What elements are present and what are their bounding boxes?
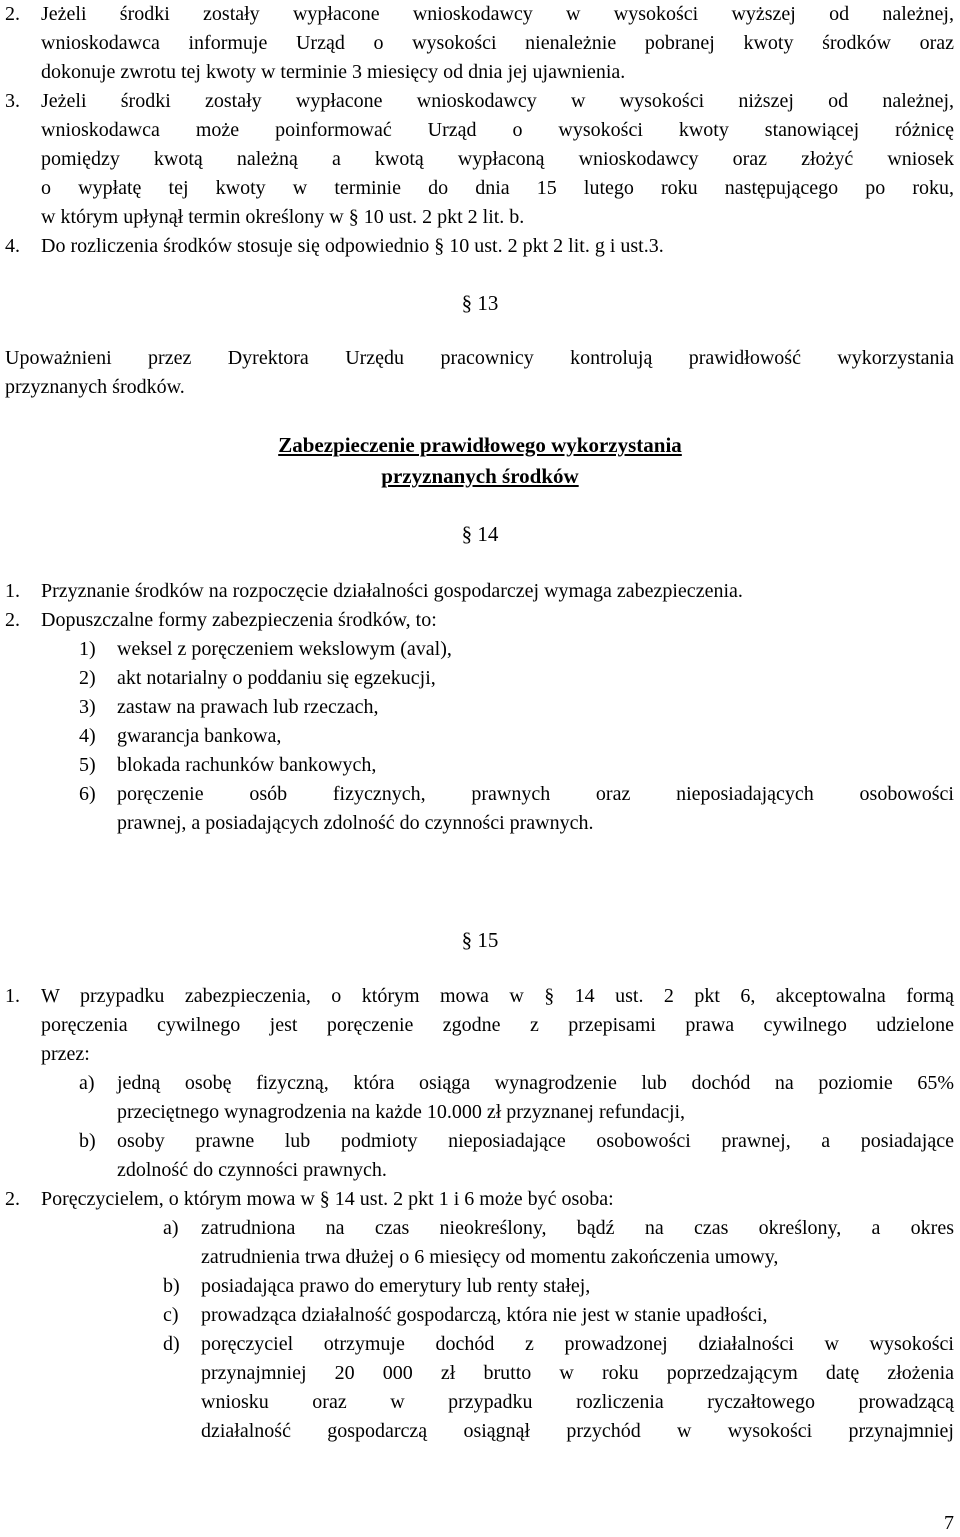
- list-line: poręczyciel otrzymuje dochód z prowadzonej działalności w wysokości: [201, 1333, 954, 1355]
- list-line: zatrudnienia trwa dłużej o 6 miesięcy od momentu zakończenia umowy,: [201, 1246, 779, 1268]
- list-line: przeciętnego wynagrodzenia na każde 10.000 zł przyznanej refundacji,: [117, 1101, 686, 1123]
- item-line: wnioskodawca może poinformować Urząd o wysokości kwoty stanowiącej różnicę: [41, 119, 954, 141]
- item-line: Przyznanie środków na rozpoczęcie działalności gospodarczej wymaga zabezpieczenia.: [41, 580, 743, 602]
- list-number: c): [163, 1304, 179, 1326]
- list-line: zdolność do czynności prawnych.: [117, 1159, 387, 1181]
- list-number: 3): [79, 696, 96, 718]
- item-line: W przypadku zabezpieczenia, o którym mowa w § 14 ust. 2 pkt 6, akceptowalna formą: [41, 985, 954, 1007]
- list-line: posiadająca prawo do emerytury lub renty stałej,: [201, 1275, 591, 1297]
- item-number: 2.: [5, 609, 20, 631]
- item-number: 1.: [5, 580, 20, 602]
- list-line: prowadząca działalność gospodarczą, która nie jest w stanie upadłości,: [201, 1304, 768, 1326]
- item-line: przez:: [41, 1043, 90, 1065]
- list-number: 2): [79, 667, 96, 689]
- item-line: w którym upłynął termin określony w § 10 ust. 2 pkt 2 lit. b.: [41, 206, 525, 228]
- list-line: gwarancja bankowa,: [117, 725, 282, 747]
- list-line: blokada rachunków bankowych,: [117, 754, 377, 776]
- list-number: 4): [79, 725, 96, 747]
- item-line: Dopuszczalne formy zabezpieczenia środków, to:: [41, 609, 437, 631]
- list-number: b): [79, 1130, 96, 1152]
- section-13-line: Upoważnieni przez Dyrektora Urzędu pracownicy kontrolują prawidłowość wykorzystania: [5, 347, 954, 369]
- section-14-number: § 14: [461, 522, 499, 546]
- page-number: 7: [944, 1512, 954, 1534]
- item-line: dokonuje zwrotu tej kwoty w terminie 3 miesięcy od dnia jej ujawnienia.: [41, 61, 626, 83]
- list-line: zastaw na prawach lub rzeczach,: [117, 696, 379, 718]
- item-line: pomiędzy kwotą należną a kwotą wypłaconą wnioskodawcy oraz złożyć wniosek: [41, 148, 954, 170]
- list-line: poręczenie osób fizycznych, prawnych oraz nieposiadających osobowości: [117, 783, 954, 805]
- section-heading-line-2: przyznanych środków: [381, 464, 579, 488]
- list-number: b): [163, 1275, 180, 1297]
- list-number: 1): [79, 638, 96, 660]
- item-line: poręczenia cywilnego jest poręczenie zgodne z przepisami prawa cywilnego udzielone: [41, 1014, 954, 1036]
- list-number: d): [163, 1333, 180, 1355]
- list-line: osoby prawne lub podmioty nieposiadające osobowości prawnej, a posiadające: [117, 1130, 954, 1152]
- item-number: 1.: [5, 985, 20, 1007]
- item-line: Poręczycielem, o którym mowa w § 14 ust. 2 pkt 1 i 6 może być osoba:: [41, 1188, 614, 1210]
- item-number: 4.: [5, 235, 20, 257]
- list-line: działalność gospodarczą osiągnął przychód w wysokości przynajmniej: [201, 1420, 954, 1442]
- list-number: a): [163, 1217, 179, 1239]
- section-13-number: § 13: [461, 291, 499, 315]
- list-line: wniosku oraz w przypadku rozliczenia ryczałtowego prowadzącą: [201, 1391, 954, 1413]
- item-number: 3.: [5, 90, 20, 112]
- list-number: a): [79, 1072, 95, 1094]
- item-line: Do rozliczenia środków stosuje się odpowiednio § 10 ust. 2 pkt 2 lit. g i ust.3.: [41, 235, 664, 257]
- list-line: akt notarialny o poddaniu się egzekucji,: [117, 667, 436, 689]
- list-number: 6): [79, 783, 96, 805]
- section-13-line: przyznanych środków.: [5, 376, 185, 398]
- list-number: 5): [79, 754, 96, 776]
- item-number: 2.: [5, 3, 20, 25]
- item-number: 2.: [5, 1188, 20, 1210]
- item-line: Jeżeli środki zostały wypłacone wnioskodawcy w wysokości wyższej od należnej,: [41, 3, 954, 25]
- list-line: weksel z poręczeniem wekslowym (aval),: [117, 638, 452, 660]
- item-line: o wypłatę tej kwoty w terminie do dnia 15 lutego roku następującego po roku,: [41, 177, 954, 199]
- section-heading-line-1: Zabezpieczenie prawidłowego wykorzystania: [278, 433, 682, 457]
- item-line: wnioskodawca informuje Urząd o wysokości nienależnie pobranej kwoty środków oraz: [41, 32, 954, 54]
- item-line: Jeżeli środki zostały wypłacone wnioskodawcy w wysokości niższej od należnej,: [41, 90, 954, 112]
- list-line: jedną osobę fizyczną, która osiąga wynagrodzenie lub dochód na poziomie 65%: [117, 1072, 954, 1094]
- list-line: zatrudniona na czas nieokreślony, bądź na czas określony, a okres: [201, 1217, 954, 1239]
- section-15-number: § 15: [461, 928, 499, 952]
- list-line: przynajmniej 20 000 zł brutto w roku poprzedzającym datę złożenia: [201, 1362, 954, 1384]
- list-line: prawnej, a posiadających zdolność do czynności prawnych.: [117, 812, 594, 834]
